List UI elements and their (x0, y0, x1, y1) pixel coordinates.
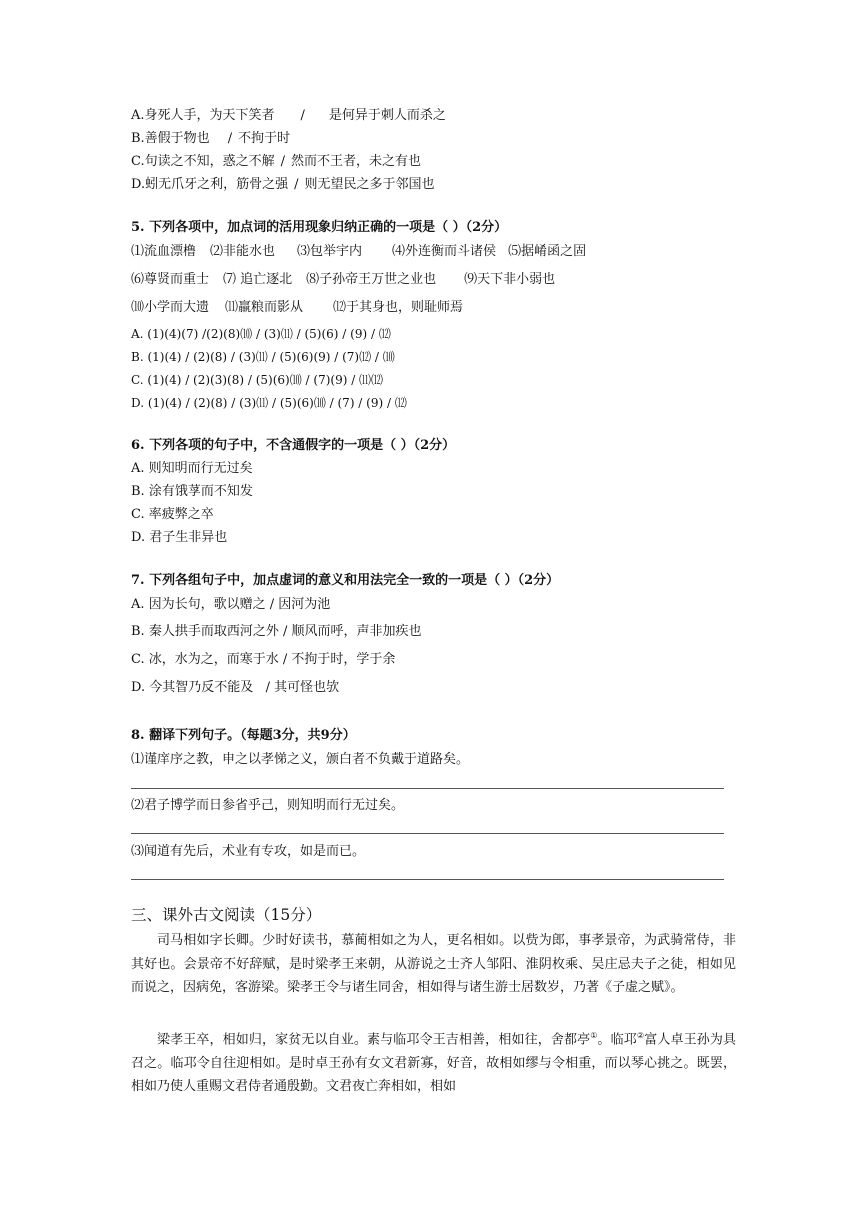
q4-option-d-right: 则无望民之多于邻国也 (304, 177, 435, 192)
passage-paragraph-2-part-c: 富人卓王孙为具召之。临邛令自往迎相如。是时卓王孙有女文君新寡，好音，故相如缪与令相重，而以琴心挑之。既罢，相如乃使人重赐文君侍者通殷勤。文君夜亡奔相如，相如 (131, 1032, 736, 1095)
q5-stem: 5. 下列各项中，加点词的活用现象归纳正确的一项是（ ）（2分） (131, 220, 508, 235)
q5-item-2: ⑵非能水也 (210, 244, 276, 259)
q4-option-d (131, 175, 435, 195)
q6-option-d: D. 君子生非异也 (131, 530, 228, 545)
q4-option-a-right: 是何异于刺人而杀之 (328, 108, 446, 123)
q7-option-b: B. 秦人拱手而取西河之外 / 顺风而呼，声非加疾也 (131, 624, 422, 639)
q5-row-3 (131, 298, 463, 318)
q4-option-b-left: B.善假于物也 (131, 131, 210, 146)
passage-paragraph-2 (131, 1024, 736, 1099)
q5-item-8: ⑻子孙帝王万世之业也 (306, 272, 437, 287)
q8-stem: 8. 翻译下列句子。（每题3分，共9分） (131, 728, 356, 743)
q6-stem: 6. 下列各项的句子中，不含通假字的一项是（ ）（2分） (131, 438, 456, 453)
q8-item-3: ⑶闻道有先后，术业有专攻，如是而已。 (131, 844, 366, 859)
q6-option-a: A. 则知明而行无过矣 (131, 461, 253, 476)
answer-line-2 (131, 833, 724, 834)
q7-stem: 7. 下列各组句子中，加点虚词的意义和用法完全一致的一项是（ ）（2分） (131, 573, 560, 588)
q7-option-a: A. 因为长句，歌以赠之 / 因河为池 (131, 597, 331, 612)
q4-option-b-separator: / (227, 131, 233, 146)
footnote-marker-2: ② (636, 1031, 645, 1040)
q5-row-2 (131, 270, 555, 290)
q5-row-1 (131, 242, 586, 262)
q5-item-6: ⑹尊贤而重士 (131, 272, 210, 287)
q4-option-c-separator: / (280, 154, 286, 169)
q5-option-b: B. (1)(4) / (2)(8) / (3)⑾ / (5)(6)(9) / (7)⑿ / ⑽ (131, 350, 395, 364)
q4-option-a (131, 106, 446, 126)
q8-item-2: ⑵君子博学而日参省乎己，则知明而行无过矣。 (131, 798, 405, 813)
q4-option-a-left: A.身死人手，为天下笑者 (131, 108, 275, 123)
q4-option-b-right: 不拘于时 (238, 131, 291, 146)
section-title: 三、课外古文阅读（15分） (131, 906, 322, 924)
q5-option-d: D. (1)(4) / (2)(8) / (3)⑾ / (5)(6)⑽ / (7) / (9) / ⑿ (131, 396, 407, 410)
passage-paragraph-1: 司马相如字长卿。少时好读书，慕蔺相如之为人，更名相如。以赀为郎，事孝景帝，为武骑常侍，非其好也。会景帝不好辞赋，是时梁孝王来朝，从游说之士齐人邹阳、淮阴枚乘、吴庄忌夫子之徒，相如见而说之，因病免，客游梁。梁孝王令与诸生同舍，相如得与诸生游士居数岁，乃著《子虚之赋》。 (131, 933, 736, 995)
q7-option-d: D. 今其智乃反不能及 / 其可怪也欤 (131, 680, 340, 695)
q6-option-c: C. 率疲弊之卒 (131, 507, 214, 522)
q5-item-1: ⑴流血漂橹 (131, 244, 197, 259)
q5-item-7: ⑺ 追亡逐北 (223, 272, 293, 287)
passage-paragraph-2-part-b: 。临邛 (597, 1032, 637, 1048)
q5-item-5: ⑸据崤函之固 (508, 244, 587, 259)
q4-option-c-right: 然而不王者，未之有也 (291, 154, 422, 169)
q5-item-4: ⑷外连衡而斗诸侯 (392, 244, 497, 259)
q5-option-a: A. (1)(4)(7) /(2)(8)⑽ / (3)⑾ / (5)(6) / (9) / ⑿ (131, 327, 391, 341)
q5-item-12: ⑿于其身也，则耻师焉 (333, 300, 464, 315)
passage-paragraph-2-part-a: 梁孝王卒，相如归，家贫无以自业。素与临邛令王吉相善，相如往，舍都亭 (157, 1032, 591, 1048)
q5-item-9: ⑼天下非小弱也 (464, 272, 556, 287)
answer-line-3 (131, 879, 724, 880)
q4-option-c (131, 152, 421, 172)
q7-option-c: C. 冰，水为之，而寒于水 / 不拘于时，学于余 (131, 652, 396, 667)
q6-option-b: B. 涂有饿莩而不知发 (131, 484, 253, 499)
q5-item-3: ⑶包举宇内 (297, 244, 363, 259)
q4-option-b (131, 129, 290, 149)
q5-item-11: ⑾羸粮而影从 (225, 300, 304, 315)
q5-item-10: ⑽小学而大遗 (131, 300, 210, 315)
q4-option-c-left: C.句读之不知，惑之不解 (131, 154, 275, 169)
q4-option-d-separator: / (294, 177, 299, 192)
footnote-marker-1: ① (590, 1031, 598, 1040)
q4-option-d-left: D.蚓无爪牙之利，筋骨之强 (131, 177, 289, 192)
q8-item-1: ⑴谨庠序之教，申之以孝悌之义，颁白者不负戴于道路矣。 (131, 752, 470, 767)
answer-line-1 (131, 788, 724, 789)
q4-option-a-separator: / (300, 108, 305, 123)
q5-option-c: C. (1)(4) / (2)(3)(8) / (5)(6)⑽ / (7)(9) / ⑾⑿ (131, 373, 384, 387)
